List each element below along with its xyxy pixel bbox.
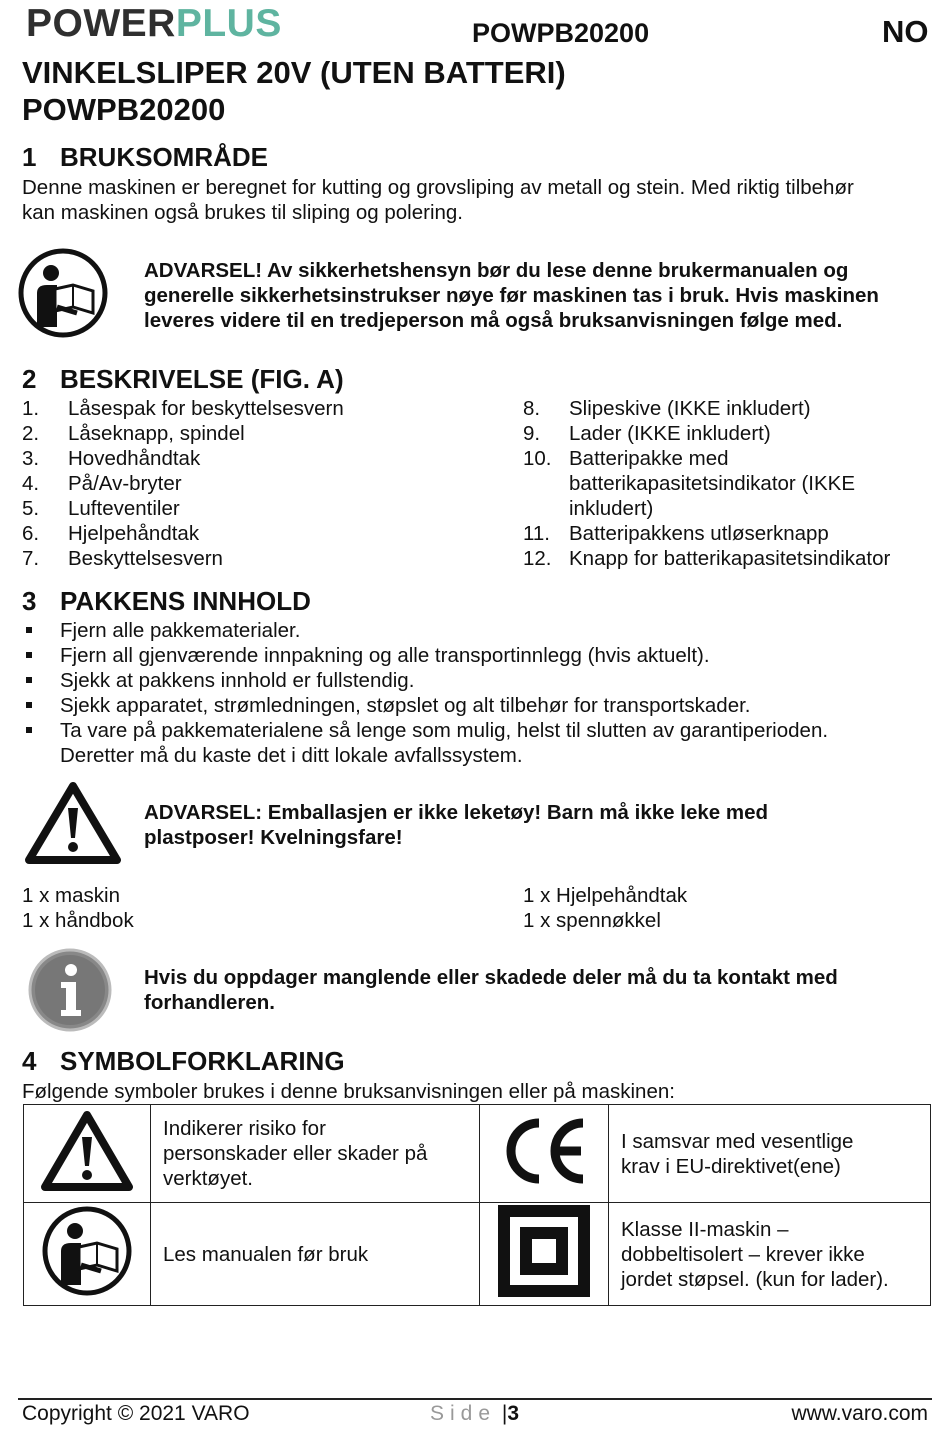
symbol-description: I samsvar med vesentlige krav i EU-direktivet(ene)	[609, 1105, 931, 1203]
section-1-text	[22, 175, 922, 225]
section-title: BESKRIVELSE (FIG. A)	[60, 364, 344, 394]
symbols-table	[23, 1104, 931, 1306]
read-manual-icon	[17, 247, 109, 339]
parts-list-right	[523, 396, 890, 571]
list-item: 12. Knapp for batterikapasitetsindikator	[523, 547, 891, 570]
list-item: 1. Låsespak for beskyttelsesvern	[22, 397, 344, 420]
list-item: 3. Hovedhåndtak	[22, 447, 201, 470]
page-title	[22, 54, 566, 128]
language-code: NO	[882, 14, 929, 49]
list-item: 1 x håndbok	[22, 909, 134, 932]
list-item: Fjern alle pakkematerialer.	[22, 618, 922, 643]
list-item-continuation: Deretter må du kaste det i ditt lokale avfallssystem.	[60, 744, 523, 767]
brand-logo	[26, 2, 282, 46]
symbol-cell	[24, 1105, 151, 1203]
footer-page	[430, 1402, 519, 1426]
warning-line: leveres videre til en tredjeperson må også bruksanvisningen følge med.	[144, 309, 843, 332]
warning-triangle-icon	[24, 780, 122, 866]
footer-website: www.varo.com	[791, 1402, 928, 1425]
section-number: 3	[22, 586, 37, 616]
page-number: 3	[507, 1402, 520, 1425]
logo-text-plus: PLUS	[175, 2, 282, 45]
list-item: 5. Lufteventiler	[22, 497, 180, 520]
section-1-heading	[22, 142, 268, 173]
symbols-intro: Følgende symboler brukes i denne bruksanvisningen eller på maskinen:	[22, 1080, 675, 1103]
list-item: 10. Batteripakke med	[523, 447, 729, 470]
table-row	[24, 1203, 931, 1306]
warning-triangle-icon	[39, 1175, 135, 1198]
read-manual-icon	[41, 1279, 133, 1302]
text-line: kan maskinen også brukes til sliping og polering.	[22, 201, 464, 224]
logo-text-power: POWER	[26, 2, 176, 45]
warning-packaging	[144, 800, 934, 850]
page-label: Side	[430, 1402, 497, 1425]
symbol-cell	[24, 1203, 151, 1306]
symbol-cell	[480, 1105, 609, 1203]
list-item: inkludert)	[569, 497, 654, 520]
contents-left	[22, 883, 134, 933]
section-title: BRUKSOMRÅDE	[60, 142, 268, 172]
info-icon	[28, 948, 112, 1032]
list-item: Ta vare på pakkematerialene så lenge som mulig, helst til slutten av garantiperioden.	[22, 718, 922, 743]
list-item: 6. Hjelpehåndtak	[22, 522, 200, 545]
parts-list-left	[22, 396, 344, 571]
text-line: Denne maskinen er beregnet for kutting og grovsliping av metall og stein. Med riktig tilbehør	[22, 176, 854, 199]
footer-divider	[18, 1398, 932, 1400]
list-item: 1 x Hjelpehåndtak	[523, 884, 688, 907]
info-missing-parts	[144, 965, 934, 1015]
symbol-description: Klasse II-maskin – dobbeltisolert – krever ikke jordet støpsel. (kun for lader).	[609, 1203, 931, 1306]
list-item: 9. Lader (IKKE inkludert)	[523, 422, 771, 445]
warning-line: plastposer! Kvelningsfare!	[144, 826, 403, 849]
section-2-heading	[22, 364, 344, 395]
list-item: 4. På/Av-bryter	[22, 472, 182, 495]
symbol-description: Les manualen før bruk	[151, 1203, 480, 1306]
info-line: Hvis du oppdager manglende eller skadede deler må du ta kontakt med	[144, 966, 838, 989]
list-item: Fjern all gjenværende innpakning og alle transportinnlegg (hvis aktuelt).	[22, 643, 922, 668]
model-number: POWPB20200	[472, 18, 650, 48]
list-item: batterikapasitetsindikator (IKKE	[569, 472, 855, 495]
list-item: Sjekk at pakkens innhold er fullstendig.	[22, 668, 922, 693]
section-number: 4	[22, 1046, 37, 1076]
symbol-cell	[480, 1203, 609, 1306]
footer-copyright: Copyright © 2021 VARO	[22, 1402, 250, 1425]
info-line: forhandleren.	[144, 991, 275, 1014]
section-title: SYMBOLFORKLARING	[60, 1046, 345, 1076]
warning-line: generelle sikkerhetsinstrukser nøye før maskinen tas i bruk. Hvis maskinen	[144, 284, 879, 307]
list-item: 1 x spennøkkel	[523, 909, 661, 932]
list-item: 1 x maskin	[22, 884, 120, 907]
list-item: Sjekk apparatet, strømledningen, støpslet og alt tilbehør for transportskader.	[22, 693, 922, 718]
package-bullets	[22, 618, 922, 768]
title-line-2: POWPB20200	[22, 92, 226, 127]
section-number: 1	[22, 142, 37, 172]
warning-line: ADVARSEL: Emballasjen er ikke leketøy! Barn må ikke leke med	[144, 801, 768, 824]
symbol-description: Indikerer risiko for personskader eller skader på verktøyet.	[151, 1105, 480, 1203]
class-ii-icon	[496, 1281, 592, 1304]
list-item: 7. Beskyttelsesvern	[22, 547, 223, 570]
warning-line: ADVARSEL! Av sikkerhetshensyn bør du lese denne brukermanualen og	[144, 259, 849, 282]
list-item: 2. Låseknapp, spindel	[22, 422, 245, 445]
title-line-1: VINKELSLIPER 20V (UTEN BATTERI)	[22, 55, 566, 90]
section-4-heading	[22, 1046, 345, 1077]
page-separator: |	[501, 1402, 508, 1425]
section-3-heading	[22, 586, 311, 617]
list-item: 11. Batteripakkens utløserknapp	[523, 522, 829, 545]
contents-right	[523, 883, 687, 933]
table-row	[24, 1105, 931, 1203]
list-item: 8. Slipeskive (IKKE inkludert)	[523, 397, 811, 420]
section-title: PAKKENS INNHOLD	[60, 586, 311, 616]
section-number: 2	[22, 364, 37, 394]
warning-read-manual	[144, 258, 934, 333]
ce-mark-icon	[499, 1173, 589, 1196]
